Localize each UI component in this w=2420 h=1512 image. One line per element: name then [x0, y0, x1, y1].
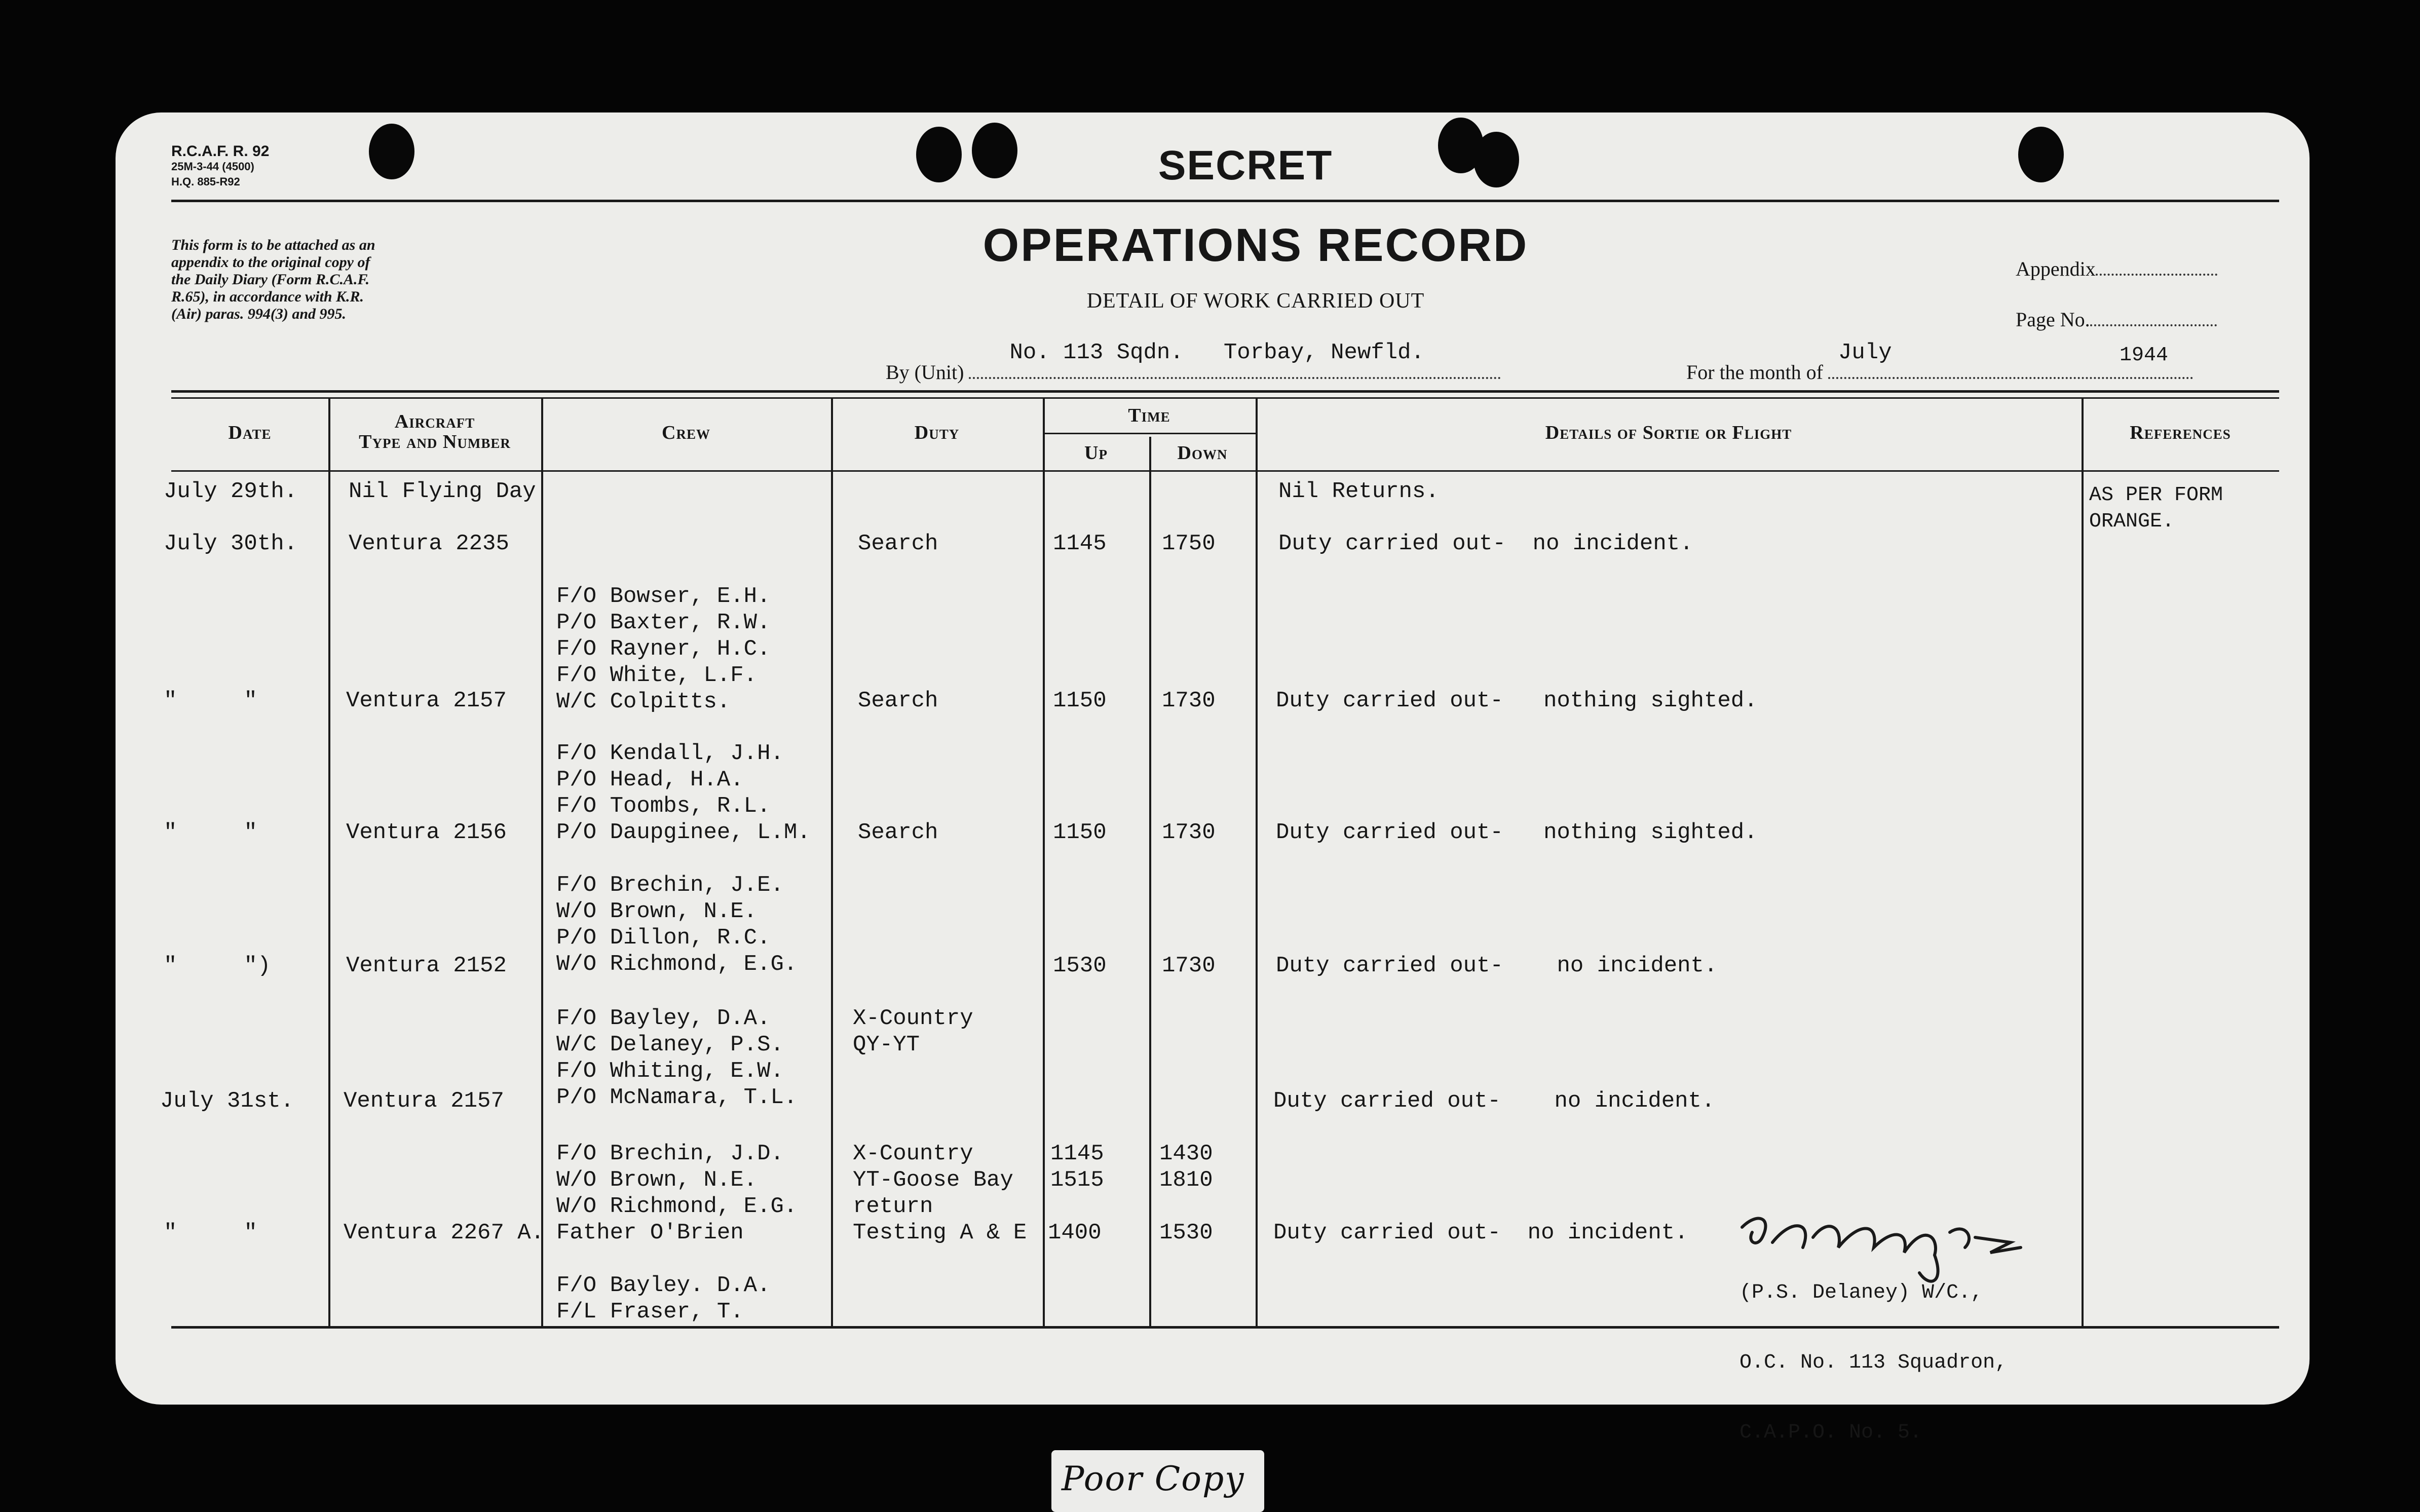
- poor-copy-label: [1051, 1450, 1264, 1512]
- row-date: July 31st.: [160, 1088, 294, 1114]
- row-aircraft: Ventura 2267 A.: [344, 1220, 545, 1245]
- row-duty: Search: [858, 688, 938, 713]
- row-details: Nil Returns.: [1278, 479, 1439, 504]
- row-details: Duty carried out- no incident.: [1273, 1220, 1688, 1245]
- row-crew: F/O Bowser, E.H. P/O Baxter, R.W. F/O Rayner, H.C. F/O White, L.F. W/C Colpitts.: [556, 584, 771, 714]
- header-date: Date: [228, 422, 272, 443]
- row-crew: F/O Kendall, J.H. P/O Head, H.A. F/O Toombs, R.L. P/O Daupginee, L.M.: [556, 741, 811, 845]
- page-number-field: Page No.: [2016, 308, 2217, 331]
- attachment-note: This form is to be attached as an appendix to the original copy of the Daily Diary (Form R.C.A.F. R.65), in accordance with K.R. (Air) paras. 994(3) and 995.: [171, 237, 375, 322]
- header-aircraft: Aircraft Type and Number: [359, 411, 511, 452]
- header-time: Time: [1128, 405, 1170, 426]
- appendix-field: Appendix: [2016, 257, 2217, 281]
- row-aircraft: Ventura 2157: [346, 688, 507, 713]
- row-crew: F/O Bayley. D.A. F/L Fraser, T.: [556, 1273, 771, 1325]
- row-date: July 30th.: [164, 531, 298, 556]
- row-date: " ": [164, 820, 257, 845]
- header-up: Up: [1084, 442, 1108, 464]
- poor-copy-text: Poor Copy: [1062, 1459, 1245, 1498]
- row-aircraft: Ventura 2235: [349, 531, 509, 556]
- row-down: 1430 1810: [1159, 1141, 1213, 1193]
- punch-hole: [916, 127, 962, 182]
- punch-hole: [369, 124, 414, 179]
- header-bottom-rule: [171, 470, 2279, 472]
- row-duty: X-Country QY-YT: [853, 1006, 973, 1057]
- signature-block: (P.S. Delaney) W/C., O.C. No. 113 Squadron, C.A.P.O. No. 5.: [1740, 1281, 2008, 1444]
- row-details: Duty carried out- nothing sighted.: [1276, 688, 1758, 713]
- row-up: 1145 1515: [1050, 1141, 1104, 1193]
- row-aircraft: Ventura 2156: [346, 820, 507, 845]
- row-details: Duty carried out- no incident.: [1273, 1088, 1715, 1114]
- row-aircraft: Nil Flying Day: [349, 479, 536, 504]
- row-aircraft: Ventura 2152: [346, 953, 507, 978]
- year-value: 1944: [2119, 344, 2168, 367]
- row-aircraft: Ventura 2157: [344, 1088, 504, 1114]
- row-up: 1400: [1048, 1220, 1102, 1245]
- page-subtitle: DETAIL OF WORK CARRIED OUT: [1086, 289, 1425, 313]
- row-up: 1530: [1053, 953, 1107, 978]
- row-down: 1730: [1162, 953, 1216, 978]
- row-up: 1150: [1053, 820, 1107, 845]
- column-divider: [2082, 399, 2084, 1326]
- time-header-rule: [1043, 433, 1256, 434]
- row-date: " "): [164, 953, 271, 978]
- form-code: R.C.A.F. R. 92 25M-3-44 (4500) H.Q. 885-R92: [171, 143, 270, 188]
- column-divider: [1149, 437, 1151, 1326]
- header-duty: Duty: [914, 422, 960, 443]
- row-date: July 29th.: [164, 479, 298, 504]
- column-divider: [328, 399, 330, 1326]
- header-references: References: [2130, 422, 2231, 443]
- classification-heading: SECRET: [1158, 142, 1333, 188]
- row-down: 1730: [1162, 688, 1216, 713]
- unit-value: No. 113 Sqdn. Torbay, Newfld.: [1009, 340, 1424, 365]
- page-title: OPERATIONS RECORD: [982, 219, 1529, 271]
- row-duty: Testing A & E: [853, 1220, 1027, 1245]
- column-divider: [831, 399, 833, 1326]
- row-date: " ": [164, 1220, 257, 1245]
- row-crew: F/O Brechin, J.D. W/O Brown, N.E. W/O Richmond, E.G. Father O'Brien: [556, 1141, 798, 1245]
- row-duty: X-Country YT-Goose Bay return: [853, 1141, 1013, 1219]
- row-details: Duty carried out- no incident.: [1276, 953, 1718, 978]
- row-duty: Search: [858, 820, 938, 845]
- row-crew: F/O Brechin, J.E. W/O Brown, N.E. P/O Dillon, R.C. W/O Richmond, E.G.: [556, 873, 798, 977]
- unit-field: By (Unit) No. 113 Sqdn. Torbay, Newfld.: [886, 355, 1501, 384]
- month-value: July: [1838, 340, 1892, 365]
- month-field: For the month of July 1944: [1686, 355, 2193, 384]
- row-details: Duty carried out- no incident.: [1278, 531, 1693, 556]
- operations-record-card: [116, 112, 2310, 1444]
- column-divider: [1043, 399, 1045, 1326]
- row-date: " ": [164, 688, 257, 713]
- punch-hole: [2018, 127, 2064, 182]
- row-details: Duty carried out- nothing sighted.: [1276, 820, 1758, 845]
- row-up: 1150: [1053, 688, 1107, 713]
- punch-hole: [1473, 132, 1519, 187]
- table-top-rule: [171, 397, 2279, 399]
- column-divider: [1256, 399, 1258, 1326]
- row-down: 1730: [1162, 820, 1216, 845]
- row-down: 1530: [1159, 1220, 1213, 1245]
- row-duty: Search: [858, 531, 938, 556]
- column-divider: [541, 399, 543, 1326]
- table-top-rule: [171, 390, 2279, 393]
- row-crew: F/O Bayley, D.A. W/C Delaney, P.S. F/O Whiting, E.W. P/O McNamara, T.L.: [556, 1006, 798, 1110]
- punch-hole: [972, 123, 1017, 178]
- references-cell: AS PER FORM ORANGE.: [2089, 484, 2223, 533]
- header-down: Down: [1177, 442, 1228, 464]
- row-up: 1145: [1053, 531, 1107, 556]
- header-rule: [171, 200, 2279, 202]
- header-crew: Crew: [662, 422, 710, 443]
- header-details: Details of Sortie or Flight: [1545, 422, 1792, 443]
- row-down: 1750: [1162, 531, 1216, 556]
